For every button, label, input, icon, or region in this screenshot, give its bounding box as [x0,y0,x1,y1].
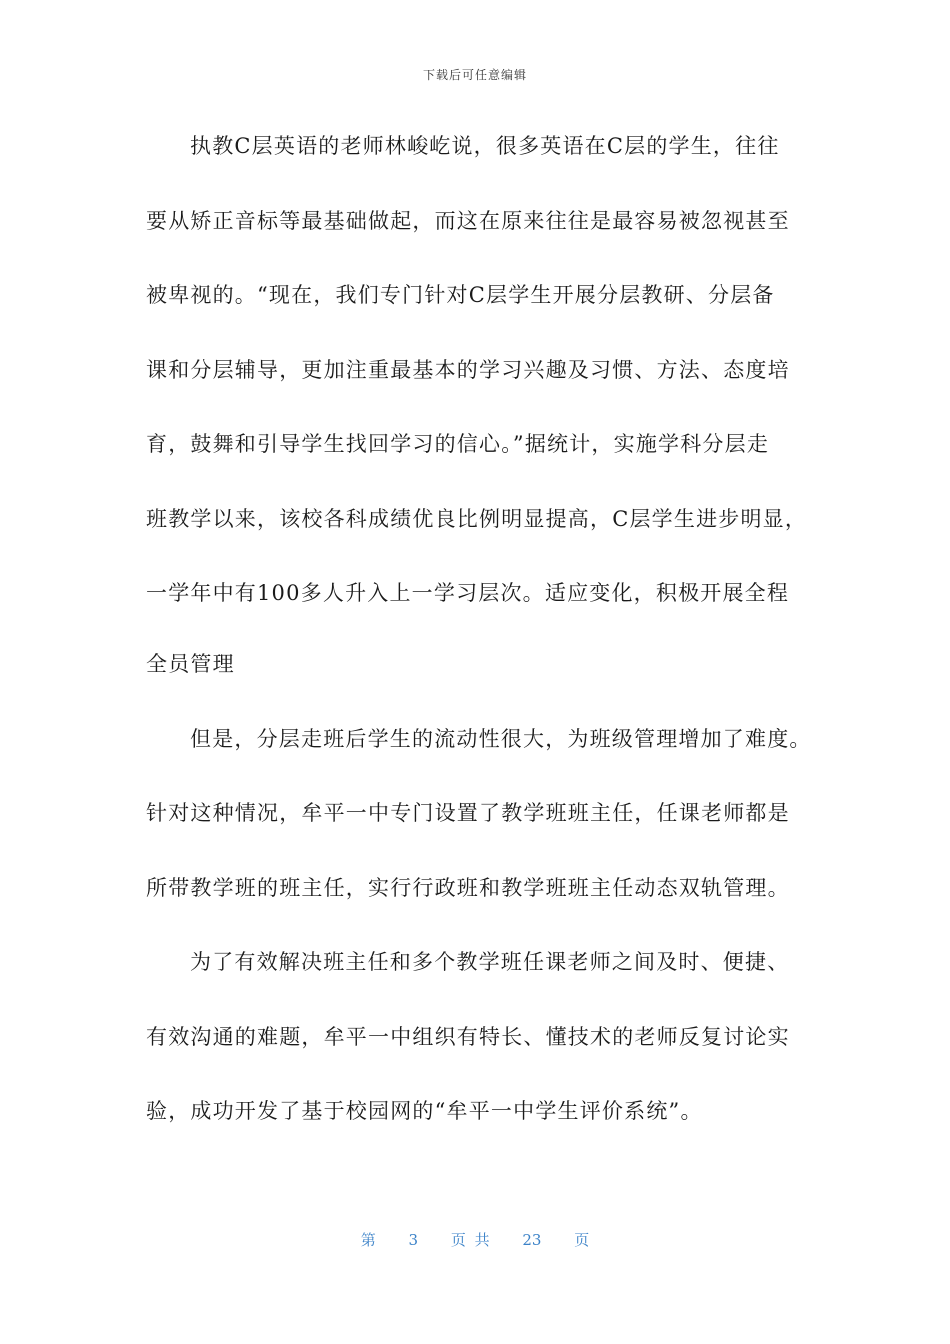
text-line: 验，成功开发了基于校园网的“牟平一中学生评价系统”。 [146,1099,703,1123]
text-line: 要从矫正音标等最基础做起，而这在原来往往是最容易被忽视甚至 [146,208,790,233]
text-line: 班教学以来，该校各科成绩优良比例明显提高，C层学生进步明显， [146,506,808,531]
text-line: 被卑视的。“现在，我们专门针对C层学生开展分层教研、分层备 [146,283,775,307]
footer-page-number: 3 [408,1231,419,1249]
footer-total-pages: 23 [522,1231,542,1249]
text-line: 针对这种情况，牟平一中专门设置了教学班班主任，任课老师都是 [146,801,790,825]
text-line: 有效沟通的难题，牟平一中组织有特长、懂技术的老师反复讨论实 [146,1024,790,1049]
text-line: 育，鼓舞和引导学生找回学习的信心。”据统计，实施学科分层走 [146,432,770,456]
text-line: 执教C层英语的老师林峻屹说，很多英语在C层的学生，往往 [190,134,780,158]
footer-prefix: 第 [360,1231,376,1249]
document-body [146,128,812,1168]
text-line: 所带教学班的班主任，实行行政班和教学班班主任动态双轨管理。 [146,875,790,900]
footer-suffix: 页 [574,1231,590,1249]
page-header: 下载后可任意编辑 [422,68,527,82]
text-line: 一学年中有100多人升入上一学习层次。适应变化，积极开展全程 [146,581,790,605]
text-line: 为了有效解决班主任和多个教学班任课老师之间及时、便捷、 [190,950,790,974]
footer-middle: 页 共 [450,1231,490,1249]
text-line: 课和分层辅导，更加注重最基本的学习兴趣及习惯、方法、态度培 [146,357,790,382]
text-line: 但是，分层走班后学生的流动性很大，为班级管理增加了难度。 [190,726,812,751]
page-footer [0,1229,950,1250]
section-heading: 全员管理 [146,652,235,676]
